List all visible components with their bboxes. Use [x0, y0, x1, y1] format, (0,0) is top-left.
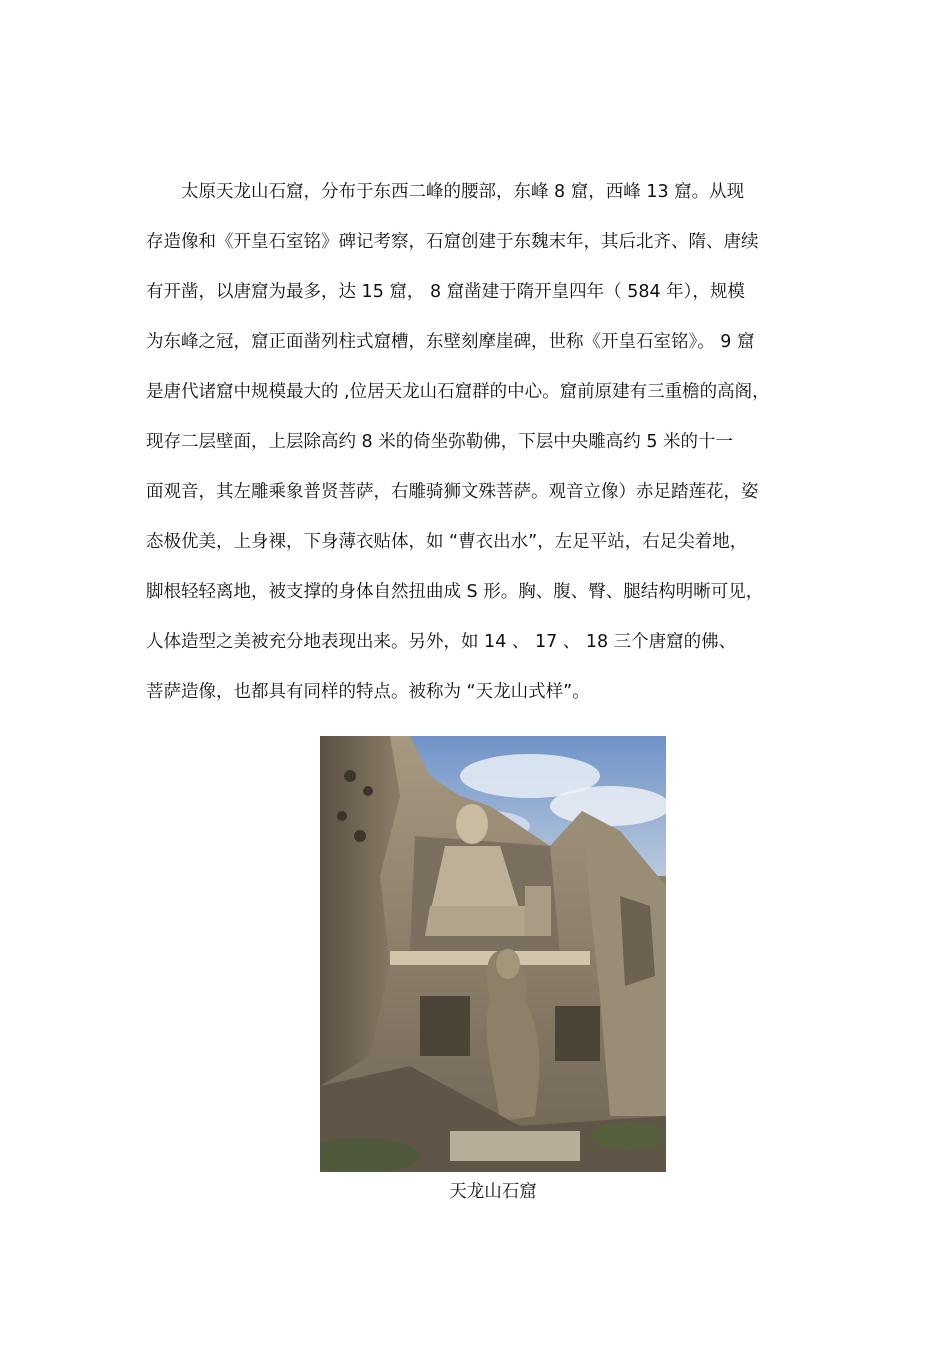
paragraph-line: 态极优美，上身裸，下身薄衣贴体，如 “曹衣出水”，左足平站，右足尖着地， — [146, 532, 748, 552]
paragraph-line: 有开凿，以唐窟为最多，达 15 窟， 8 窟凿建于隋开皇四年（ 584 年），规模 — [146, 282, 745, 302]
paragraph-line: 存造像和《开皇石室铭》碑记考察，石窟创建于东魏末年，其后北齐、隋、唐续 — [146, 232, 759, 252]
paragraph-line: 太原天龙山石窟，分布于东西二峰的腰部，东峰 8 窟，西峰 13 窟。从现 — [181, 182, 745, 202]
figure-caption: 天龙山石窟 — [449, 1182, 537, 1202]
paragraph-line: 是唐代诸窟中规模最大的 ,位居天龙山石窟群的中心。窟前原建有三重檐的高阁， — [146, 382, 770, 402]
paragraph-line: 为东峰之冠，窟正面凿列柱式窟槽，东壁刻摩崖碑，世称《开皇石室铭》。 9 窟 — [146, 332, 755, 352]
paragraph-line: 脚根轻轻离地，被支撑的身体自然扭曲成 S 形。胸、腹、臀、腿结构明晰可见， — [146, 582, 764, 602]
grotto-photo — [320, 736, 666, 1172]
paragraph-line: 人体造型之美被充分地表现出来。另外，如 14 、 17 、 18 三个唐窟的佛、 — [146, 632, 737, 652]
paragraph-line: 菩萨造像，也都具有同样的特点。被称为 “天龙山式样”。 — [146, 682, 590, 702]
paragraph-line: 面观音，其左雕乘象普贤菩萨，右雕骑狮文殊菩萨。观音立像）赤足踏莲花，姿 — [146, 482, 759, 502]
body-paragraph — [146, 174, 816, 724]
paragraph-line: 现存二层壁面，上层除高约 8 米的倚坐弥勒佛，下层中央雕高约 5 米的十一 — [146, 432, 734, 452]
